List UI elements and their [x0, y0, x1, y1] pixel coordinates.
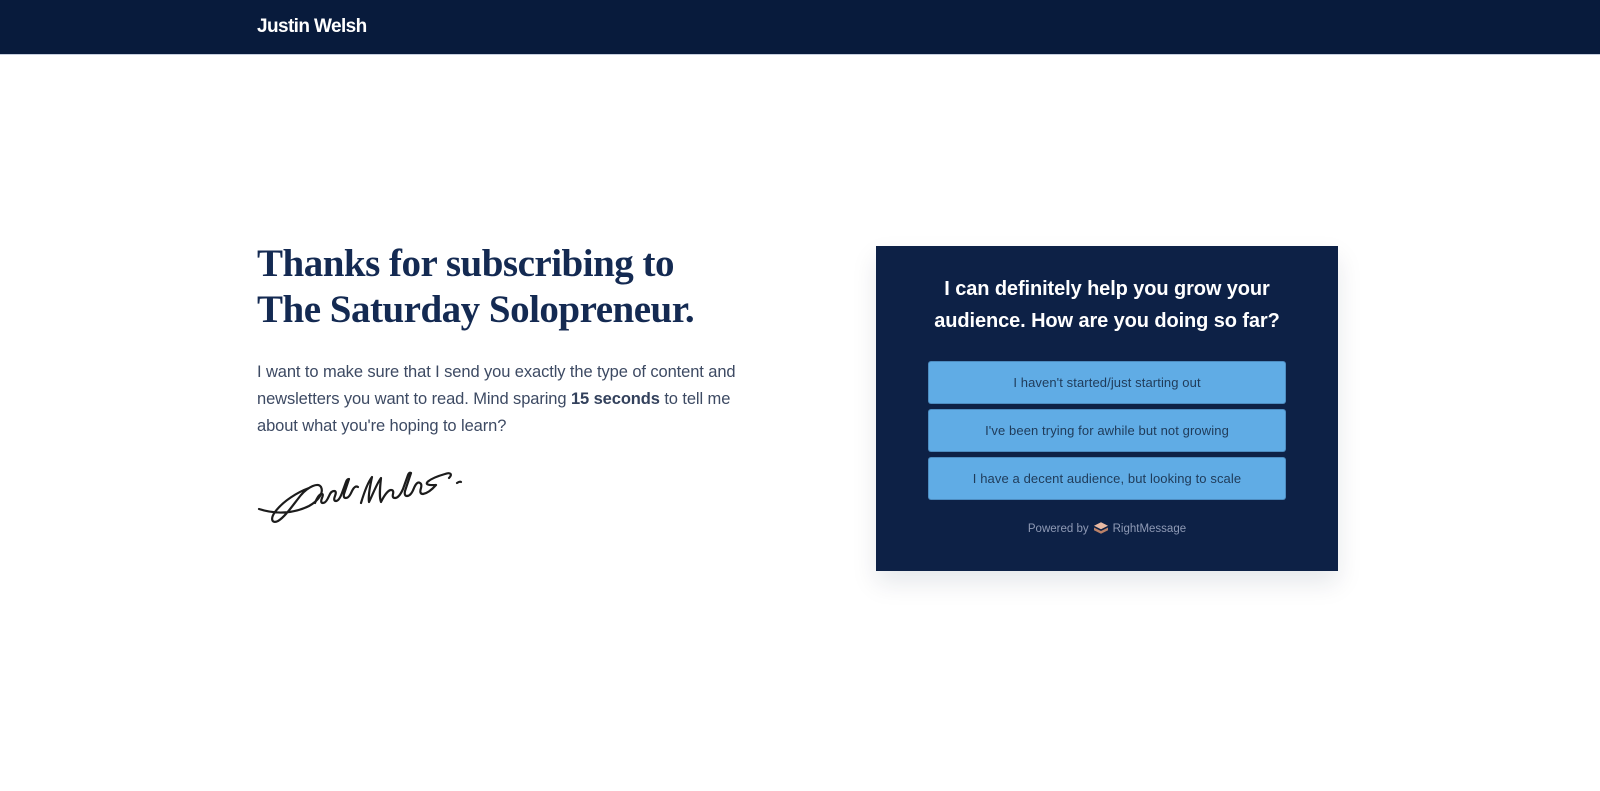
survey-option-not-started[interactable]: I haven't started/just starting out — [928, 361, 1286, 404]
intro-paragraph — [257, 359, 759, 440]
intro-text-before: I want to make sure that I send you exactly the type of content and newsletters you want to read. Mind sparing — [257, 363, 736, 408]
survey-question: I can definitely help you grow your audience. How are you doing so far? — [934, 278, 1280, 332]
survey-option-not-growing[interactable]: I've been trying for awhile but not growing — [928, 409, 1286, 452]
top-nav-bar — [0, 0, 1600, 55]
survey-options — [928, 361, 1286, 500]
rightmessage-link[interactable]: RightMessage — [1112, 522, 1187, 535]
survey-card — [876, 246, 1338, 571]
intro-text-after: to tell me about what you're hoping to learn? — [257, 390, 731, 435]
survey-option-looking-to-scale[interactable]: I have a decent audience, but looking to scale — [928, 457, 1286, 500]
intro-text-bold: 15 seconds — [570, 390, 660, 408]
page-title — [257, 241, 777, 333]
signature-image — [257, 462, 469, 524]
powered-by-row — [1028, 522, 1186, 535]
hero-section — [257, 241, 777, 524]
page-title-line2: The Saturday Solopreneur. — [257, 288, 695, 331]
site-logo[interactable]: Justin Welsh — [257, 16, 367, 37]
page-title-line1: Thanks for subscribing to — [257, 242, 674, 285]
rightmessage-logo-icon — [1094, 522, 1108, 535]
powered-by-label: Powered by — [1027, 522, 1089, 535]
